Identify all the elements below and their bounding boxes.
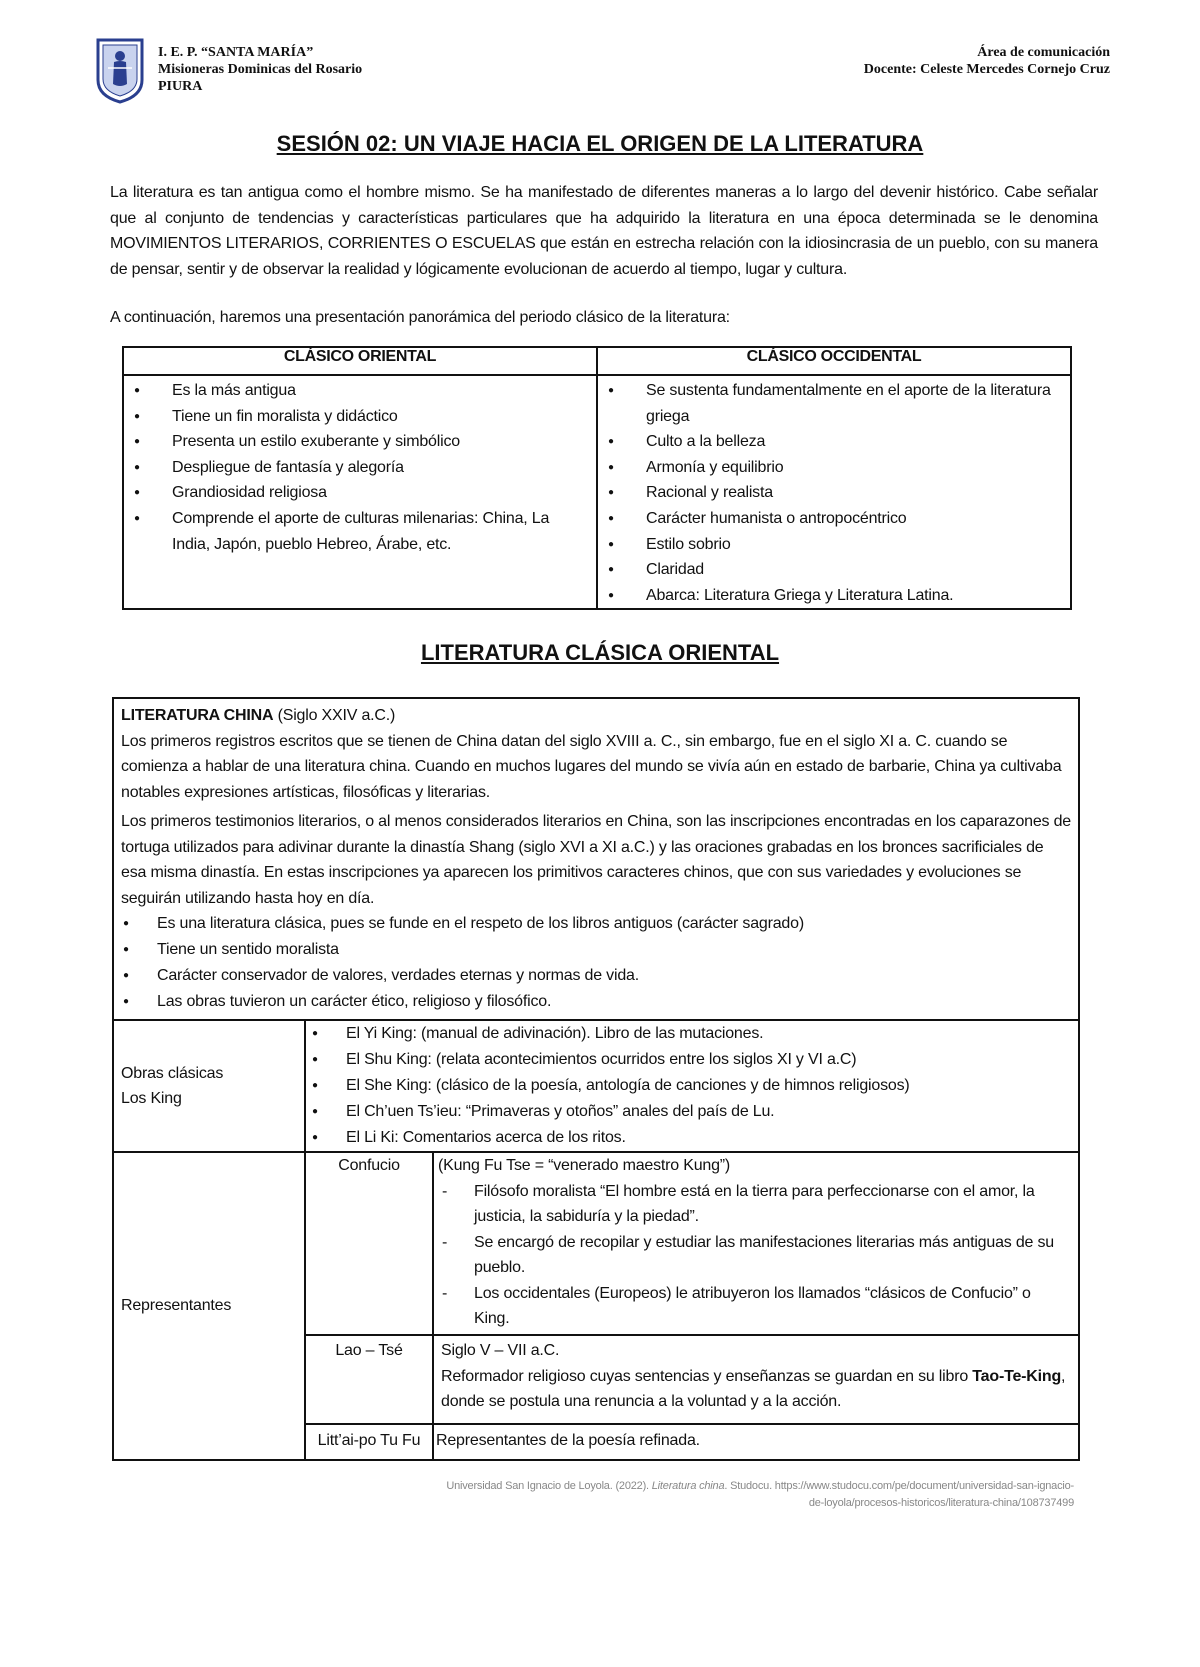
occidental-list bbox=[604, 378, 1060, 608]
citation-source: . Studocu. https://www.studocu.com/pe/document/universidad-san-ignacio-de-loyola/procesos-historicos/literatura-china/108737499 bbox=[724, 1480, 1074, 1509]
classic-period-table bbox=[122, 346, 1072, 610]
list-item: ● Grandiosidad religiosa bbox=[130, 480, 586, 506]
representatives-label-cell bbox=[113, 1152, 305, 1460]
list-item: - Los occidentales (Europeos) le atribuyeron los llamados “clásicos de Confucio” o King. bbox=[438, 1281, 1070, 1332]
list-item: ● Es una literatura clásica, pues se funde en el respeto de los libros antiguos (carácter sagrado) bbox=[121, 911, 1072, 937]
list-item: ● El Li Ki: Comentarios acerca de los ritos. bbox=[310, 1125, 1074, 1151]
list-item: ● Carácter conservador de valores, verdades eternas y normas de vida. bbox=[121, 963, 1072, 989]
list-item: ● Se sustenta fundamentalmente en el aporte de la literatura griega bbox=[604, 378, 1060, 429]
confucio-intro: (Kung Fu Tse = “venerado maestro Kung”) bbox=[438, 1157, 731, 1174]
littai-description: Representantes de la poesía refinada. bbox=[436, 1431, 700, 1449]
school-shield-icon bbox=[96, 38, 144, 104]
list-item: ● Culto a la belleza bbox=[604, 429, 1060, 455]
list-item: ● Claridad bbox=[604, 557, 1060, 583]
rep-desc-cell bbox=[433, 1152, 1079, 1335]
china-heading-bold: LITERATURA CHINA bbox=[121, 707, 274, 724]
oriental-literature-title: LITERATURA CLÁSICA ORIENTAL bbox=[420, 640, 780, 665]
laotse-desc-part-2: , donde se postula una renuncia a la voluntad y a la acción. bbox=[441, 1367, 1066, 1411]
laotse-period: Siglo V – VII a.C. bbox=[441, 1342, 560, 1360]
list-item: ● El Yi King: (manual de adivinación). Libro de las mutaciones. bbox=[310, 1021, 1074, 1047]
list-item: ● El Ch’uen Ts’ieu: “Primaveras y otoños” anales del país de Lu. bbox=[310, 1099, 1074, 1125]
rep-name-cell bbox=[305, 1335, 433, 1424]
list-item: ● Tiene un fin moralista y didáctico bbox=[130, 404, 586, 430]
list-item: ● Carácter humanista o antropocéntrico bbox=[604, 506, 1060, 532]
school-info bbox=[158, 44, 362, 95]
occidental-cell bbox=[597, 375, 1071, 609]
china-heading-period: (Siglo XXIV a.C.) bbox=[273, 707, 396, 724]
list-item: - Se encargó de recopilar y estudiar las manifestaciones literarias más antiguas de su pueblo. bbox=[438, 1230, 1070, 1281]
works-label-cell bbox=[113, 1020, 305, 1152]
school-city: PIURA bbox=[158, 79, 203, 94]
rep-name-littai: Litt’ai-po Tu Fu bbox=[317, 1431, 421, 1449]
works-list bbox=[310, 1021, 1074, 1151]
rep-name-cell bbox=[305, 1424, 433, 1461]
rep-name-cell bbox=[305, 1152, 433, 1335]
list-item: ● El Shu King: (relata acontecimientos ocurridos entre los siglos XI y VI a.C) bbox=[310, 1047, 1074, 1073]
school-name: I. E. P. “SANTA MARÍA” bbox=[158, 45, 314, 60]
intro-paragraph: La literatura es tan antigua como el hombre mismo. Se ha manifestado de diferentes maneras a lo largo del devenir histórico. Cabe señalar que al conjunto de tendencias y características particulares que ha adquirido la literatura en una época determinada se le denomina MOVIMIENTOS LITERARIOS, CORRIENTES O ESCUELAS que están en estrecha relación con la idiosincrasia de un pueblo, con su manera de pensar, sentir y de observar la realidad y lógicamente evolucionan de acuerdo al tiempo, lugar y cultura. bbox=[110, 184, 1098, 278]
oriental-cell bbox=[123, 375, 597, 609]
list-item: ● Las obras tuvieron un carácter ético, religioso y filosófico. bbox=[121, 989, 1072, 1015]
citation-author: Universidad San Ignacio de Loyola. (2022). bbox=[446, 1480, 652, 1492]
laotse-description bbox=[441, 1364, 1070, 1415]
oriental-list bbox=[130, 378, 586, 557]
representatives-label: Representantes bbox=[121, 1297, 232, 1315]
rep-desc-cell bbox=[433, 1424, 1079, 1461]
list-item: ● Racional y realista bbox=[604, 480, 1060, 506]
list-item: ● El She King: (clásico de la poesía, antología de canciones y de himnos religiosos) bbox=[310, 1073, 1074, 1099]
china-paragraph-1: Los primeros registros escritos que se tienen de China datan del siglo XVIII a. C., sin embargo, fue en el siglo XI a. C. cuando se comienza a hablar de una literatura china. Cuando en muchos lugares del mundo se vivía aún en estado de barbarie, China ya cultivaba notables expresiones artísticas, filosóficas y literarias. bbox=[121, 732, 1062, 801]
session-title: SESIÓN 02: UN VIAJE HACIA EL ORIGEN DE LA LITERATURA bbox=[276, 131, 924, 156]
school-order: Misioneras Dominicas del Rosario bbox=[158, 62, 363, 77]
oriental-header: CLÁSICO ORIENTAL bbox=[123, 347, 597, 375]
confucio-points bbox=[438, 1179, 1070, 1333]
china-literature-table bbox=[112, 697, 1080, 1461]
list-item: ● Armonía y equilibrio bbox=[604, 455, 1060, 481]
list-item: ● Despliegue de fantasía y alegoría bbox=[130, 455, 586, 481]
lead-paragraph: A continuación, haremos una presentación panorámica del periodo clásico de la literatura: bbox=[110, 309, 730, 326]
list-item: ● Abarca: Literatura Griega y Literatura Latina. bbox=[604, 583, 1060, 609]
list-item: ● Es la más antigua bbox=[130, 378, 586, 404]
works-label: Obras clásicas bbox=[121, 1064, 224, 1082]
occidental-header: CLÁSICO OCCIDENTAL bbox=[597, 347, 1071, 375]
works-sublabel: Los King bbox=[121, 1090, 182, 1107]
laotse-desc-part-1: Reformador religioso cuyas sentencias y enseñanzas se guardan en su libro bbox=[441, 1367, 973, 1385]
rep-name-confucio: Confucio bbox=[338, 1157, 400, 1174]
teacher-name: Docente: Celeste Mercedes Cornejo Cruz bbox=[863, 62, 1110, 77]
list-item: ● Estilo sobrio bbox=[604, 532, 1060, 558]
course-area: Área de comunicación bbox=[977, 45, 1110, 60]
china-features-list bbox=[121, 911, 1072, 1015]
citation bbox=[434, 1478, 1074, 1512]
works-list-cell bbox=[305, 1020, 1079, 1152]
course-info bbox=[864, 44, 1110, 78]
list-item: ● Presenta un estilo exuberante y simbólico bbox=[130, 429, 586, 455]
citation-work: Literatura china bbox=[651, 1480, 725, 1492]
rep-desc-cell bbox=[433, 1335, 1079, 1424]
list-item: - Filósofo moralista “El hombre está en la tierra para perfeccionarse con el amor, la justicia, la sabiduría y la piedad”. bbox=[438, 1179, 1070, 1230]
list-item: ● Comprende el aporte de culturas milenarias: China, La India, Japón, pueblo Hebreo, Árabe, etc. bbox=[130, 506, 586, 557]
china-heading bbox=[121, 703, 1072, 729]
china-paragraph-2: Los primeros testimonios literarios, o al menos considerados literarios en China, son las inscripciones encontradas en los caparazones de tortuga utilizados para adivinar durante la dinastía Shang (siglo XVI a XI a.C.) y las oraciones grabadas en los bronces sacrificiales de esa misma dinastía. En estas inscripciones ya aparecen los primitivos caracteres chinos, que con sus variedades y evoluciones se seguirán utilizando hasta hoy en día. bbox=[121, 813, 1071, 907]
rep-name-laotse: Lao – Tsé bbox=[335, 1342, 403, 1360]
laotse-book: Tao-Te-King bbox=[972, 1367, 1062, 1385]
list-item: ● Tiene un sentido moralista bbox=[121, 937, 1072, 963]
china-overview-cell bbox=[113, 698, 1079, 1020]
